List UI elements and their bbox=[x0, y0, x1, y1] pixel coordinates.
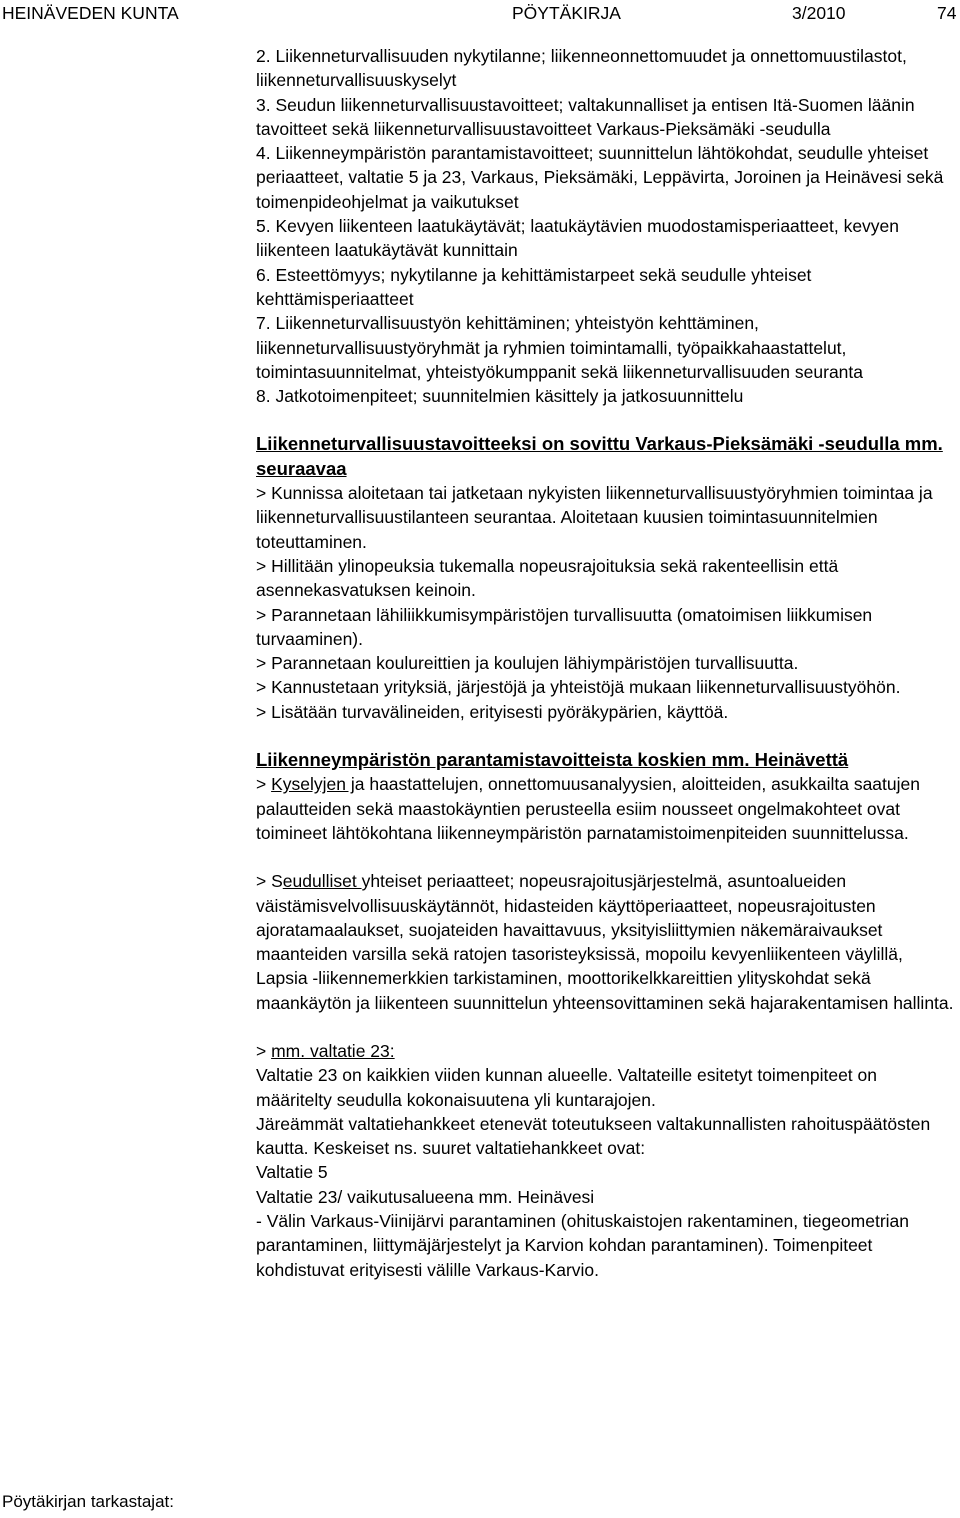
municipality-name: HEINÄVEDEN KUNTA bbox=[2, 3, 179, 23]
list-item: 3. Seudun liikenneturvallisuustavoitteet; valtakunnalliset ja entisen Itä-Suomen läänin tavoitteet sekä liikenneturvallisuustavoitteet Varkaus-Pieksämäki -seudulla bbox=[256, 94, 915, 139]
highway-line: Valtatie 23/ vaikutusalueena mm. Heinävesi bbox=[256, 1186, 595, 1207]
list-item: > Parannetaan koulureittien ja koulujen lähiympäristöjen turvallisuutta. bbox=[256, 653, 799, 674]
heading-text: Liikenneturvallisuustavoitteeksi on sovittu Varkaus-Pieksämäki -seudulla mm. seuraavaa bbox=[256, 433, 943, 479]
heading-text: Liikenneympäristön parantamistavoitteista koskien mm. Heinävettä bbox=[256, 749, 849, 771]
underlined-text: eudulliset bbox=[282, 871, 362, 892]
list-item: > Kannustetaan yrityksiä, järjestöjä ja yhteistöjä mukaan liikenneturvallisuustyöhön. bbox=[256, 677, 901, 698]
list-item: 8. Jatkotoimenpiteet; suunnitelmien käsittely ja jatkosuunnittelu bbox=[256, 386, 744, 407]
highway-line: Valtatie 5 bbox=[256, 1162, 328, 1183]
list-item: 4. Liikenneympäristön parantamistavoitteet; suunnittelun lähtökohdat, seudulle yhteiset periaatteet, valtatie 5 ja 23, Varkaus, Pieksämäki, Leppävirta, Joroinen ja Heinävesi sekä toimenpideohjelmat ja vaikutukset bbox=[256, 143, 944, 212]
highway-23-label bbox=[256, 1039, 956, 1063]
list-item: 6. Esteettömyys; nykytilanne ja kehittämistarpeet sekä seudulle yhteiset kehttämisperiaatteet bbox=[256, 264, 812, 309]
text-prefix: > S bbox=[256, 871, 283, 892]
list-item: > Kunnissa aloitetaan tai jatketaan nykyisten liikenneturvallisuustyöryhmien toimintaa ja liikenneturvallisuustilanteen seurantaa. Aloitetaan kuusien toimintasuunnitelmien toteuttaminen. bbox=[256, 483, 933, 552]
text-prefix: > bbox=[256, 1040, 272, 1061]
page-header bbox=[0, 0, 960, 26]
section-heading-safety-goals bbox=[256, 432, 956, 481]
document-type: PÖYTÄKIRJA bbox=[512, 3, 621, 23]
paragraph-surveys bbox=[256, 772, 956, 845]
paragraph-text: yhteiset periaatteet; nopeusrajoitusjärjestelmä, asuntoalueiden väistämisvelvollisuuskäytännöt, hidasteiden käyttöperiaatteet, nopeusrajoitusten ajoratamaalaukset, suojateiden havaittavuus, yksityisliittymien näkemäraivaukset maanteiden varsilla sekä ratojen tasoristeyksissä, mopoilu kevyenliikenteen väylillä, Lapsia -liikennemerkkien tarkistaminen, moottorikelkkareittien ylityskohdat sekä maankäytön ja liikenteen suunnittelun yhteensovittaminen sekä hajarakentamisen hallinta. bbox=[256, 871, 954, 1013]
highway-line: Järeämmät valtatiehankkeet etenevät toteutukseen valtakunnallisten rahoituspäätösten kautta. Keskeiset ns. suuret valtatiehankkeet ovat: bbox=[256, 1113, 931, 1159]
text-prefix: > bbox=[256, 774, 272, 795]
highway-line: - Välin Varkaus-Viinijärvi parantaminen (ohituskaistojen rakentaminen, tiegeometrian parantaminen, liittymäjärjestelyt ja Karvion kohdan parantaminen). Toimenpiteet kohdistuvat erityisesti välille Varkaus-Karvio. bbox=[256, 1211, 910, 1280]
list-item: 7. Liikenneturvallisuustyön kehittäminen; yhteistyön kehttäminen, liikenneturvallisuustyöryhmät ja ryhmien toimintamalli, työpaikkahaastattelut, toimintasuunnitelmat, yhteistyökumppanit sekä liikenneturvallisuuden seuranta bbox=[256, 313, 864, 382]
list-item: 5. Kevyen liikenteen laatukäytävät; laatukäytävien muodostamisperiaatteet, kevyen liikenteen laatukäytävät kunnittain bbox=[256, 216, 900, 261]
paragraph-regional-principles bbox=[256, 869, 956, 1015]
list-item: > Hillitään ylinopeuksia tukemalla nopeusrajoituksia sekä rakenteellisin että asennekasvatuksen keinoin. bbox=[256, 555, 839, 601]
list-item: 2. Liikenneturvallisuuden nykytilanne; liikenneonnettomuudet ja onnettomuustilastot, liikenneturvallisuuskyselyt bbox=[256, 46, 907, 91]
list-item: > Parannetaan lähiliikkumisympäristöjen turvallisuutta (omatoimisen liikkumisen turvaaminen). bbox=[256, 604, 873, 649]
underlined-text: Kyselyjen j bbox=[271, 774, 355, 795]
paragraph-text: a haastattelujen, onnettomuusanalyysien, aloitteiden, asukkailta saatujen palautteiden sekä maastokäyntien perusteella esiim nousseet ongelmakohteet ovat toimineet lähtökohtana liikenneympäristön parnatamistoimenpiteiden suunnittelussa. bbox=[256, 774, 920, 843]
agenda-list bbox=[256, 44, 956, 408]
page-number: 74 bbox=[937, 3, 957, 23]
safety-goals-list bbox=[256, 481, 956, 724]
section-heading-environment-goals bbox=[256, 748, 956, 772]
footer-label: Pöytäkirjan tarkastajat: bbox=[2, 1492, 174, 1511]
underlined-text: mm. valtatie 23: bbox=[271, 1040, 395, 1061]
highway-line: Valtatie 23 on kaikkien viiden kunnan alueelle. Valtateille esitetyt toimenpiteet on määritelty seudulla kokonaisuutena yli kuntarajojen. bbox=[256, 1065, 877, 1110]
list-item: > Lisätään turvavälineiden, erityisesti pyöräkypärien, käyttöä. bbox=[256, 701, 729, 722]
issue-number: 3/2010 bbox=[792, 3, 846, 23]
document-body bbox=[256, 44, 956, 1282]
